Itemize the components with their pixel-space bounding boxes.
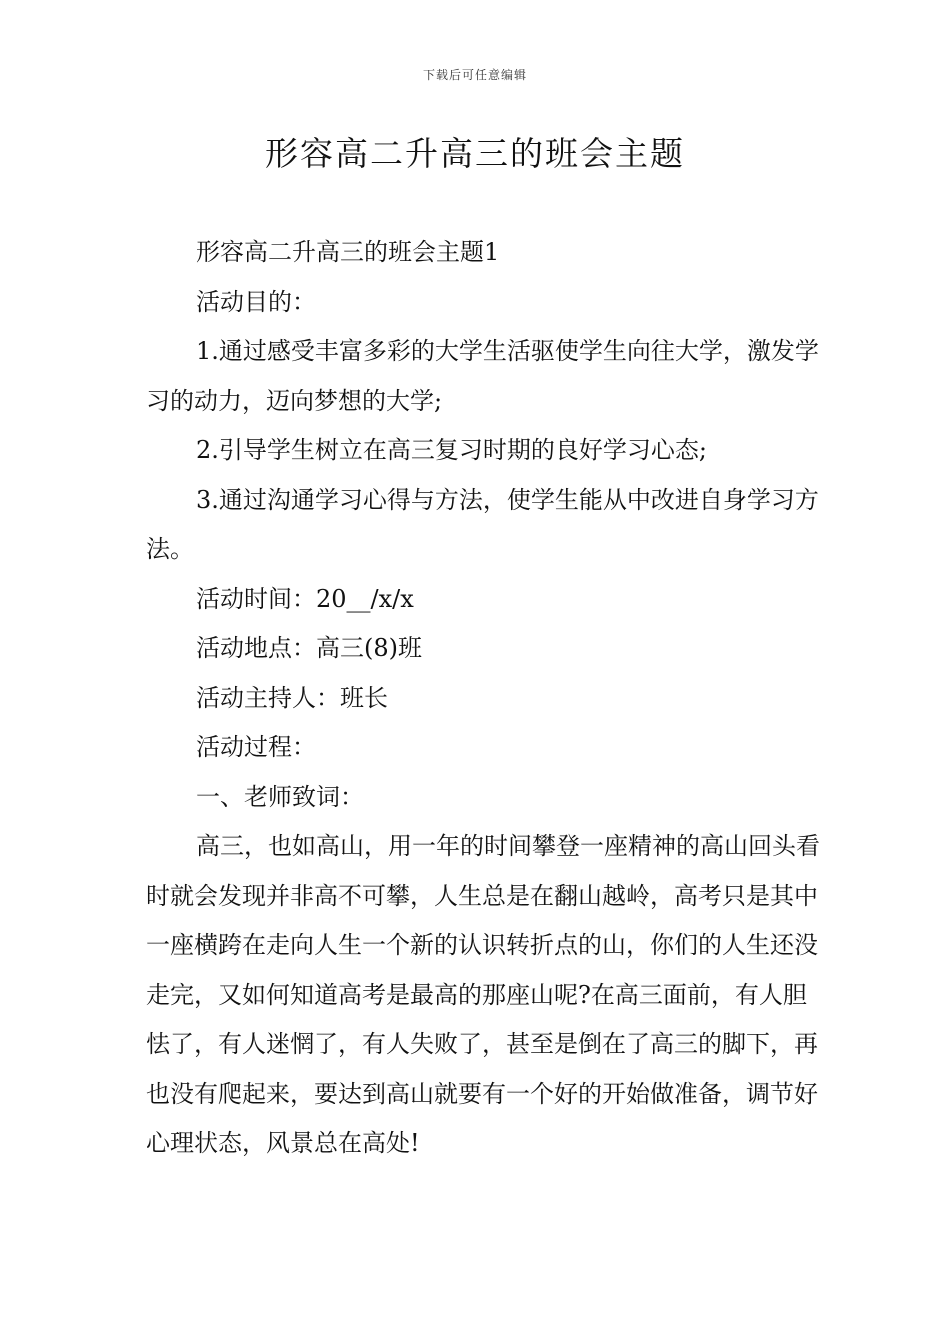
paragraph-goal-3: 3.通过沟通学习心得与方法，使学生能从中改进自身学习方法。	[146, 485, 819, 563]
document-title: 形容高二升高三的班会主题	[265, 134, 685, 173]
paragraph-teacher-speech: 高三，也如高山，用一年的时间攀登一座精神的高山回头看时就会发现并非高不可攀，人生总是在翻山越岭，高考只是其中一座横跨在走向人生一个新的认识转折点的山，你们的人生还没走完，又如何知道高考是最高的那座山呢?在高三面前，有人胆怯了，有人迷惘了，有人失败了，甚至是倒在了高三的脚下，再也没有爬起来，要达到高山就要有一个好的开始做准备，调节好心理状态，风景总在高处!	[146, 832, 820, 1157]
paragraph-activity-host: 活动主持人：班长	[196, 683, 388, 712]
paragraph-activity-process-heading: 活动过程：	[196, 733, 316, 761]
header-note: 下载后可任意编辑	[422, 68, 527, 82]
paragraph-section-one-heading: 一、老师致词：	[196, 782, 364, 811]
subtitle-paragraph: 形容高二升高三的班会主题1	[196, 238, 500, 266]
paragraph-activity-time: 活动时间：20__/x/x	[196, 584, 414, 613]
paragraph-goal-2: 2.引导学生树立在高三复习时期的良好学习心态;	[196, 436, 707, 464]
paragraph-activity-goal-heading: 活动目的：	[196, 287, 316, 316]
paragraph-goal-1: 1.通过感受丰富多彩的大学生活驱使学生向往大学，激发学习的动力，迈向梦想的大学;	[146, 337, 819, 415]
paragraph-activity-location: 活动地点：高三(8)班	[196, 634, 422, 662]
document-body	[146, 228, 826, 1169]
